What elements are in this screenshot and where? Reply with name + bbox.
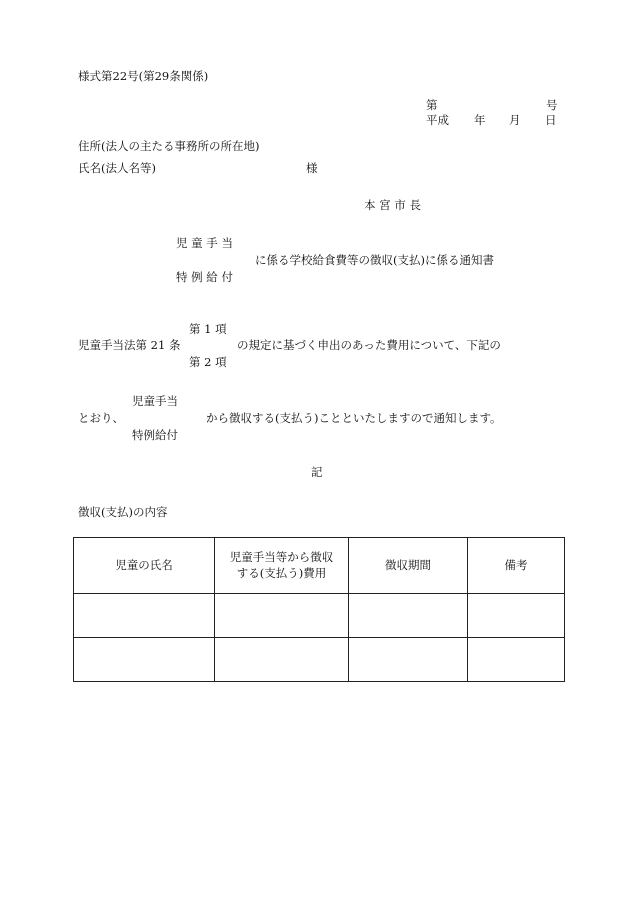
date-era: 平成 [426, 113, 449, 127]
form-id: 様式第22号(第29条関係) [78, 69, 209, 83]
header-period: 徴収期間 [349, 538, 468, 594]
table-cell[interactable] [468, 638, 565, 682]
content-table [73, 537, 565, 682]
title-main: に係る学校給食費等の徴収(支払)に係る通知書 [255, 253, 494, 267]
number-go: 号 [546, 98, 558, 112]
address-label: 住所(法人の主たる事務所の所在地) [78, 139, 260, 153]
title-option-1: 児 童 手 当 [176, 236, 233, 250]
header-cost: 児童手当等から徴収する(支払う)費用 [215, 538, 349, 594]
body1-rest: の規定に基づく申出のあった費用について、下記の [237, 338, 501, 352]
section-label: 徴収(支払)の内容 [78, 505, 168, 519]
table-row [74, 638, 565, 682]
table-header-row [74, 538, 565, 594]
table-cell[interactable] [349, 594, 468, 638]
table-cell[interactable] [349, 638, 468, 682]
table-cell[interactable] [74, 638, 215, 682]
body2-option-1: 児童手当 [132, 394, 178, 408]
name-label: 氏名(法人名等) [78, 161, 156, 175]
header-child-name: 児童の氏名 [74, 538, 215, 594]
table-cell[interactable] [468, 594, 565, 638]
body2-rest: から徴収する(支払う)ことといたしますので通知します。 [206, 411, 502, 425]
title-option-2: 特 例 給 付 [176, 270, 233, 284]
table-cell[interactable] [74, 594, 215, 638]
honorific: 様 [306, 161, 318, 175]
number-dai: 第 [426, 98, 438, 112]
body2-option-2: 特例給付 [132, 428, 178, 442]
date-year: 年 [474, 113, 486, 127]
body1-clause-2: 第 2 項 [189, 355, 227, 369]
body1-law: 児童手当法第 21 条 [78, 338, 181, 352]
table-cell[interactable] [215, 638, 349, 682]
table-row [74, 594, 565, 638]
date-day: 日 [545, 113, 557, 127]
ki-heading: 記 [311, 465, 323, 479]
table-cell[interactable] [215, 594, 349, 638]
issuer: 本 宮 市 長 [364, 198, 421, 212]
header-remarks: 備考 [468, 538, 565, 594]
body2-lead: とおり、 [78, 411, 124, 425]
body1-clause-1: 第 1 項 [189, 322, 227, 336]
date-month: 月 [509, 113, 521, 127]
